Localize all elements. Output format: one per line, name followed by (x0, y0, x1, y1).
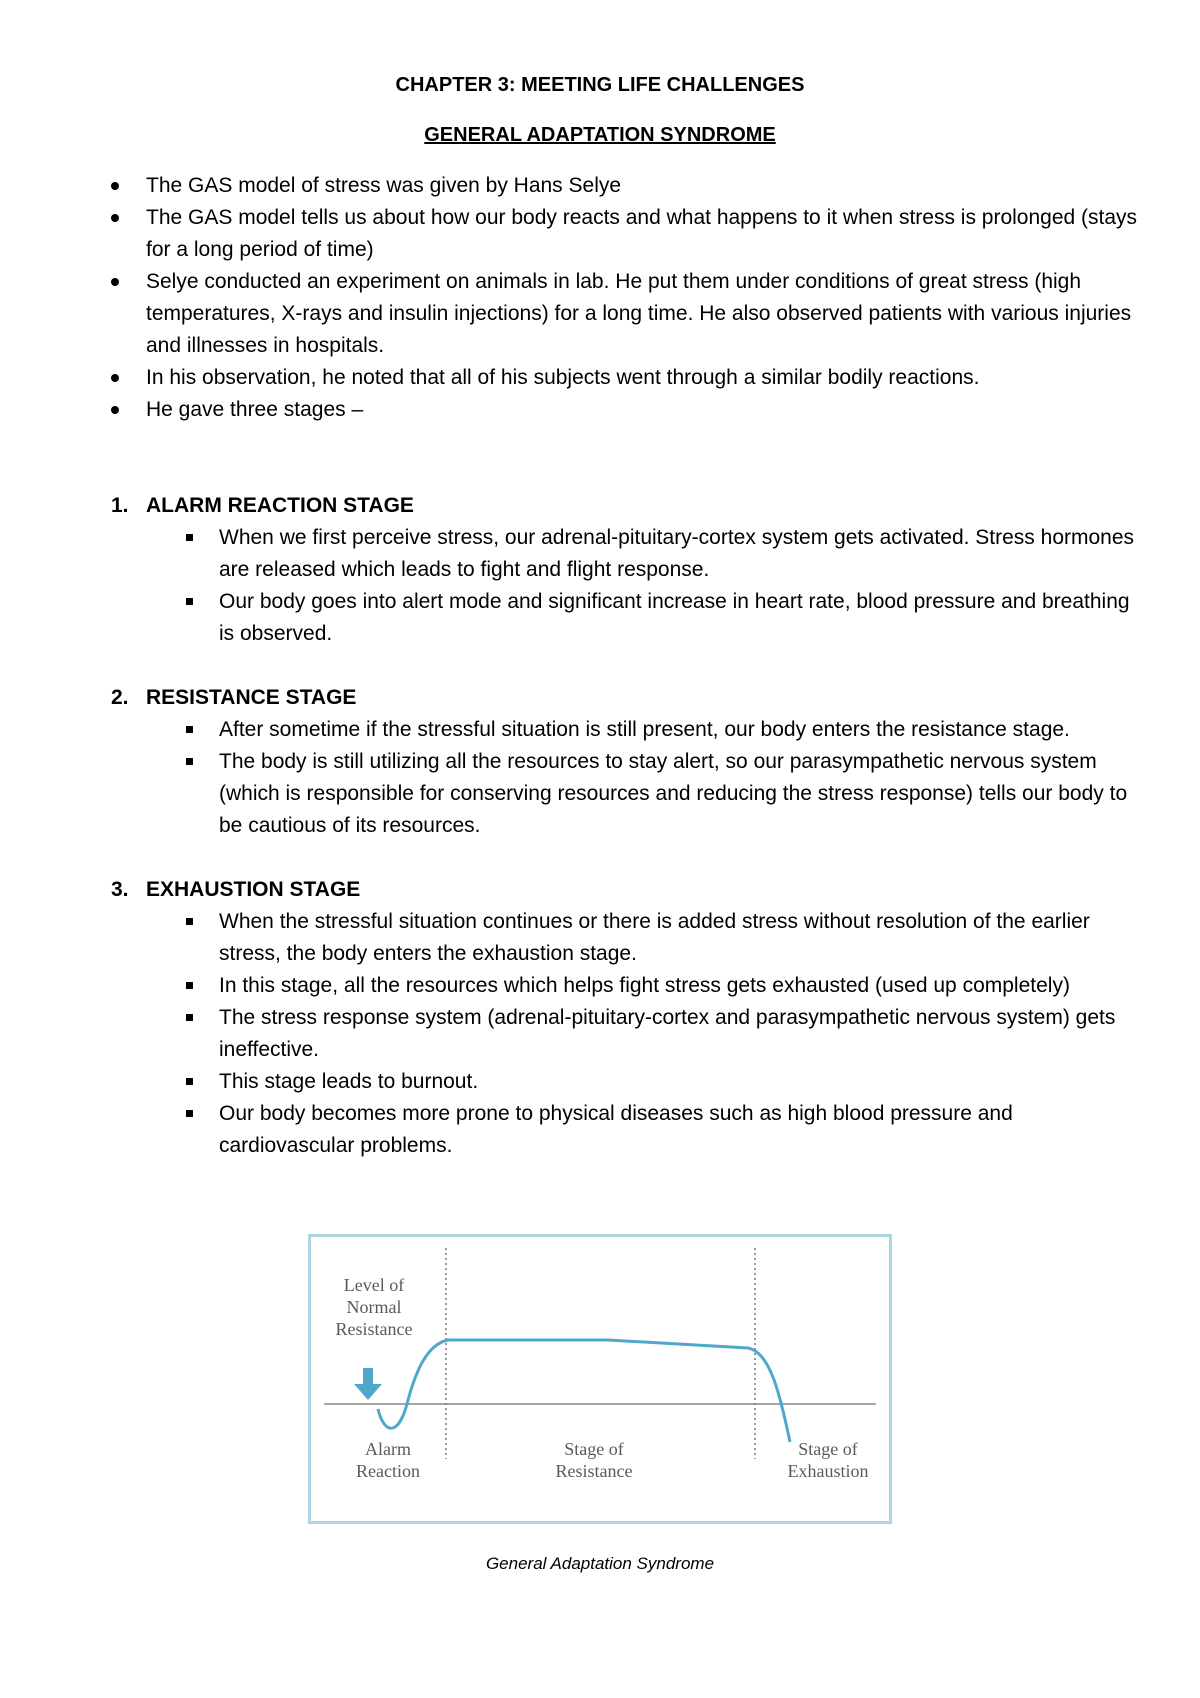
stage-heading (108, 490, 1138, 522)
square-bullet-icon (186, 598, 193, 605)
stage-number: 3. (111, 878, 129, 901)
list-item: When we first perceive stress, our adrenal-pituitary-cortex system gets activated. Stress hormones are released which leads to fight and flight response. (108, 522, 1138, 586)
bullet-icon (111, 182, 119, 190)
list-item: In his observation, he noted that all of his subjects went through a similar bodily reactions. (108, 362, 1138, 394)
label-exhaustion-line-2: Exhaustion (787, 1461, 869, 1481)
stage-point-list (108, 906, 1138, 1162)
list-item: Selye conducted an experiment on animals in lab. He put them under conditions of great stress (high temperatures, X-rays and insulin injections) for a long time. He also observed patients with various injuries and illnesses in hospitals. (108, 266, 1138, 362)
gas-diagram (308, 1234, 892, 1524)
section-title: GENERAL ADAPTATION SYNDROME (424, 124, 776, 146)
stage-title: ALARM REACTION STAGE (146, 494, 414, 517)
stage-heading (108, 874, 1138, 906)
intro-bullet-list (108, 170, 1138, 426)
square-bullet-icon (186, 1110, 193, 1117)
square-bullet-icon (186, 726, 193, 733)
label-exhaustion-line-1: Stage of (798, 1439, 858, 1459)
stage-resistance (108, 682, 1138, 842)
list-item: In this stage, all the resources which helps fight stress gets exhausted (used up completely) (108, 970, 1138, 1002)
square-bullet-icon (186, 918, 193, 925)
list-item: After sometime if the stressful situation is still present, our body enters the resistance stage. (108, 714, 1138, 746)
list-item: The GAS model of stress was given by Hans Selye (108, 170, 1138, 202)
label-resistance-line-1: Stage of (564, 1439, 624, 1459)
stage-title: RESISTANCE STAGE (146, 686, 357, 709)
stage-number: 2. (111, 686, 129, 709)
list-item: The GAS model tells us about how our body reacts and what happens to it when stress is prolonged (stays for a long period of time) (108, 202, 1138, 266)
stage-heading (108, 682, 1138, 714)
list-item: This stage leads to burnout. (108, 1066, 1138, 1098)
bullet-icon (111, 278, 119, 286)
stage-title: EXHAUSTION STAGE (146, 878, 361, 901)
label-resistance-line-2: Resistance (555, 1461, 633, 1481)
list-item: He gave three stages – (108, 394, 1138, 426)
label-normal-line-3: Resistance (335, 1319, 413, 1339)
bullet-icon (111, 374, 119, 382)
stage-exhaustion (108, 874, 1138, 1162)
list-item: The body is still utilizing all the resources to stay alert, so our parasympathetic nervous system (which is responsible for conserving resources and reducing the stress response) tells our body to be cautious of its resources. (108, 746, 1138, 842)
figure-caption: General Adaptation Syndrome (485, 1554, 715, 1573)
stage-alarm-reaction (108, 490, 1138, 650)
list-item: When the stressful situation continues or there is added stress without resolution of the earlier stress, the body enters the exhaustion stage. (108, 906, 1138, 970)
label-alarm-line-2: Reaction (356, 1461, 420, 1481)
gas-diagram-svg (308, 1234, 892, 1524)
list-item: Our body goes into alert mode and significant increase in heart rate, blood pressure and breathing is observed. (108, 586, 1138, 650)
square-bullet-icon (186, 982, 193, 989)
list-item: The stress response system (adrenal-pituitary-cortex and parasympathetic nervous system) gets ineffective. (108, 1002, 1138, 1066)
label-normal-line-2: Normal (346, 1297, 402, 1317)
bullet-icon (111, 406, 119, 414)
stage-point-list (108, 714, 1138, 842)
label-alarm-line-1: Alarm (365, 1439, 411, 1459)
bullet-icon (111, 214, 119, 222)
list-item: Our body becomes more prone to physical diseases such as high blood pressure and cardiovascular problems. (108, 1098, 1138, 1162)
label-normal-line-1: Level of (343, 1275, 405, 1295)
square-bullet-icon (186, 758, 193, 765)
square-bullet-icon (186, 534, 193, 541)
chapter-title: CHAPTER 3: MEETING LIFE CHALLENGES (395, 74, 805, 96)
square-bullet-icon (186, 1014, 193, 1021)
square-bullet-icon (186, 1078, 193, 1085)
stage-number: 1. (111, 494, 129, 517)
stage-point-list (108, 522, 1138, 650)
